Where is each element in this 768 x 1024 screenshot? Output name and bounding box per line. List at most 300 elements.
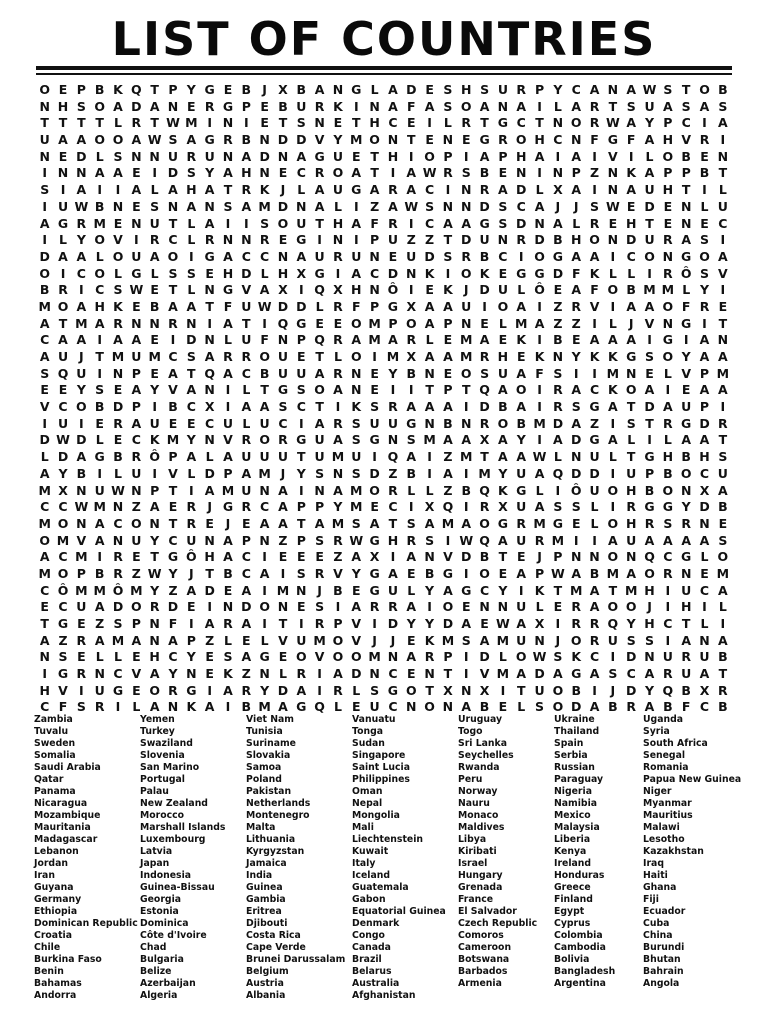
grid-letter: N [112, 532, 124, 548]
grid-letter: E [150, 282, 159, 298]
grid-letter: E [77, 649, 86, 665]
grid-letter: R [626, 699, 637, 715]
grid-letter: V [58, 682, 68, 698]
grid-letter: G [681, 415, 692, 431]
word-item: Botswana [458, 954, 510, 965]
grid-letter: N [76, 482, 87, 498]
grid-letter: B [259, 365, 270, 381]
grid-letter: T [681, 616, 691, 631]
word-item: Turkey [140, 726, 175, 737]
grid-letter: T [425, 382, 434, 398]
grid-letter: Y [425, 616, 435, 631]
grid-letter: I [42, 232, 48, 248]
grid-letter: A [204, 182, 215, 198]
grid-letter: B [406, 365, 417, 381]
grid-letter: E [242, 632, 251, 648]
grid-letter: O [644, 565, 655, 581]
grid-letter: E [187, 98, 196, 114]
grid-letter: N [167, 699, 179, 715]
grid-letter: L [95, 432, 104, 448]
word-item: Guatemala [352, 882, 409, 893]
grid-letter: E [223, 582, 233, 598]
word-column [643, 714, 753, 990]
grid-letter: O [277, 215, 289, 231]
grid-letter: A [131, 632, 142, 648]
grid-letter: A [461, 616, 472, 631]
grid-letter: C [718, 215, 728, 231]
grid-letter: B [424, 565, 435, 581]
grid-letter: L [608, 449, 617, 465]
grid-letter: Q [277, 315, 289, 331]
grid-letter: T [608, 582, 618, 598]
grid-letter: A [223, 365, 233, 381]
grid-row [36, 499, 732, 516]
grid-letter: A [314, 515, 325, 531]
word-item: Morocco [140, 810, 185, 821]
grid-letter: I [610, 415, 616, 431]
grid-letter: O [607, 482, 619, 498]
grid-letter: P [333, 616, 343, 631]
grid-letter: E [40, 599, 49, 615]
grid-letter: A [204, 699, 215, 715]
grid-letter: V [608, 148, 618, 164]
grid-letter: V [351, 632, 362, 648]
grid-letter: S [443, 82, 453, 97]
grid-letter: H [625, 515, 637, 531]
grid-letter: I [518, 582, 524, 598]
grid-letter: I [427, 449, 432, 465]
grid-letter: U [241, 449, 252, 465]
grid-letter: D [387, 616, 399, 631]
grid-letter: B [241, 699, 252, 715]
grid-letter: A [443, 349, 453, 364]
grid-letter: G [662, 332, 673, 348]
grid-letter: T [681, 182, 691, 198]
grid-letter: D [131, 98, 142, 114]
grid-letter: I [207, 599, 212, 615]
grid-letter: I [665, 382, 671, 398]
word-item: Honduras [554, 870, 605, 881]
grid-letter: P [296, 499, 306, 515]
grid-letter: G [277, 382, 289, 398]
grid-letter: U [332, 148, 344, 164]
grid-letter: D [241, 599, 252, 615]
grid-letter: R [718, 682, 728, 698]
grid-letter: O [259, 349, 270, 364]
grid-letter: A [278, 499, 288, 515]
grid-letter: C [424, 182, 435, 198]
grid-letter: M [331, 515, 345, 531]
grid-letter: A [223, 682, 233, 698]
word-item: Libya [458, 834, 487, 845]
grid-letter: R [333, 415, 343, 431]
grid-letter: Y [388, 365, 398, 381]
grid-letter: G [387, 682, 399, 698]
grid-letter: R [241, 499, 252, 515]
grid-letter: I [610, 649, 616, 665]
grid-letter: M [93, 215, 106, 231]
grid-letter: I [592, 315, 597, 331]
grid-letter: U [332, 182, 344, 198]
grid-letter: N [461, 198, 472, 214]
grid-letter: T [718, 165, 728, 181]
word-item: Senegal [643, 750, 686, 761]
grid-letter: Ô [387, 282, 399, 298]
grid-letter: E [498, 265, 508, 281]
grid-letter: N [680, 482, 692, 498]
grid-letter: A [644, 132, 655, 148]
grid-letter: A [626, 82, 637, 97]
grid-letter: A [388, 198, 398, 214]
grid-letter: X [479, 682, 490, 698]
grid-letter: I [280, 565, 286, 581]
grid-row [36, 182, 732, 199]
grid-letter: C [699, 465, 710, 481]
grid-letter: C [589, 382, 600, 398]
grid-letter: B [113, 449, 123, 465]
grid-letter: W [605, 198, 620, 214]
grid-letter: O [515, 132, 527, 148]
word-item: Guinea [246, 882, 283, 893]
word-item: Brunei Darussalam [246, 954, 346, 965]
grid-letter: S [663, 82, 673, 97]
grid-letter: R [223, 132, 233, 148]
grid-letter: A [223, 315, 233, 331]
grid-letter: E [242, 515, 251, 531]
grid-letter: D [424, 248, 435, 264]
grid-letter: D [699, 415, 710, 431]
word-item: Djibouti [246, 918, 288, 929]
grid-letter: X [406, 349, 417, 364]
grid-letter: N [644, 649, 655, 665]
grid-letter: P [534, 82, 545, 97]
grid-letter: R [571, 599, 582, 615]
grid-letter: I [683, 332, 689, 348]
grid-letter: T [608, 98, 618, 114]
grid-letter: N [369, 666, 380, 682]
grid-letter: Y [626, 616, 636, 631]
grid-letter: N [552, 165, 564, 181]
grid-letter: P [571, 165, 581, 181]
word-item: Suriname [246, 738, 296, 749]
grid-letter: N [461, 315, 472, 331]
grid-letter: I [353, 198, 359, 214]
grid-letter: A [571, 148, 582, 164]
word-list [34, 714, 744, 1014]
grid-letter: M [478, 465, 491, 481]
grid-letter: A [534, 499, 545, 515]
grid-letter: E [681, 382, 691, 398]
word-item: Guyana [34, 882, 74, 893]
grid-letter: C [516, 115, 526, 131]
grid-letter: G [461, 582, 472, 598]
grid-letter: E [406, 666, 416, 682]
grid-letter: R [443, 165, 453, 181]
grid-letter: Y [168, 565, 178, 581]
grid-letter: I [79, 282, 84, 298]
grid-letter: U [131, 349, 142, 364]
grid-letter: N [680, 215, 692, 231]
grid-letter: A [534, 465, 545, 481]
grid-letter: S [406, 432, 416, 448]
grid-letter: E [132, 549, 141, 565]
grid-letter: R [168, 315, 178, 331]
grid-letter: G [296, 315, 307, 331]
grid-letter: E [58, 382, 68, 398]
grid-letter: N [552, 349, 564, 364]
grid-letter: U [277, 449, 289, 465]
grid-letter: R [626, 499, 637, 515]
grid-letter: G [369, 565, 380, 581]
grid-letter: S [150, 198, 160, 214]
grid-letter: P [443, 382, 453, 398]
grid-letter: E [461, 132, 471, 148]
grid-letter: N [277, 599, 289, 615]
grid-letter: D [296, 132, 307, 148]
grid-letter: U [94, 482, 105, 498]
grid-letter: R [131, 115, 142, 131]
grid-letter: D [571, 699, 582, 715]
grid-letter: U [662, 649, 673, 665]
grid-letter: T [168, 215, 178, 231]
grid-letter: L [150, 265, 159, 281]
grid-letter: L [663, 432, 672, 448]
word-item: Sweden [34, 738, 76, 749]
grid-letter: A [351, 599, 362, 615]
grid-letter: D [39, 248, 50, 264]
word-item: Cambodia [554, 942, 606, 953]
grid-letter: S [315, 465, 325, 481]
grid-letter: N [424, 549, 435, 565]
grid-letter: X [553, 182, 563, 198]
grid-letter: U [699, 649, 710, 665]
grid-letter: T [150, 82, 159, 97]
word-item: Estonia [140, 906, 179, 917]
grid-letter: C [424, 215, 435, 231]
grid-letter: I [262, 549, 267, 565]
grid-letter: K [608, 382, 618, 398]
grid-letter: A [608, 432, 618, 448]
grid-letter: K [479, 265, 490, 281]
word-item: Georgia [140, 894, 182, 905]
grid-letter: A [589, 82, 600, 97]
grid-letter: E [113, 382, 123, 398]
grid-letter: O [39, 265, 51, 281]
grid-letter: P [76, 82, 86, 97]
grid-letter: U [131, 532, 142, 548]
grid-letter: A [644, 532, 655, 548]
grid-letter: A [186, 382, 197, 398]
grid-letter: L [700, 198, 709, 214]
grid-letter: G [204, 82, 215, 97]
grid-letter: A [717, 115, 728, 131]
grid-letter: D [39, 432, 50, 448]
grid-letter: W [147, 132, 162, 148]
grid-letter: I [537, 98, 542, 114]
grid-letter: O [589, 232, 600, 248]
grid-letter: A [406, 549, 417, 565]
grid-letter: O [552, 682, 564, 698]
grid-letter: U [277, 365, 289, 381]
grid-letter: R [259, 232, 270, 248]
grid-letter: P [370, 298, 380, 314]
word-item: Saint Lucia [352, 762, 410, 773]
grid-letter: T [297, 515, 306, 531]
grid-letter: J [207, 499, 212, 515]
grid-letter: Z [168, 582, 178, 598]
word-item: Paraguay [554, 774, 604, 785]
grid-letter: B [479, 165, 490, 181]
grid-letter: N [497, 599, 509, 615]
grid-letter: E [95, 415, 104, 431]
grid-letter: A [149, 248, 160, 264]
grid-letter: M [386, 349, 400, 364]
grid-letter: D [589, 465, 600, 481]
grid-letter: U [681, 399, 692, 415]
grid-letter: A [76, 449, 87, 465]
word-item: Guinea-Bissau [140, 882, 215, 893]
grid-row [36, 149, 732, 166]
grid-letter: N [442, 699, 454, 715]
grid-letter: U [497, 282, 508, 298]
grid-letter: S [113, 148, 123, 164]
grid-letter: H [204, 549, 215, 565]
grid-letter: U [149, 415, 160, 431]
grid-letter: A [241, 148, 252, 164]
grid-letter: N [461, 415, 472, 431]
grid-letter: V [131, 666, 142, 682]
grid-letter: A [626, 298, 637, 314]
grid-letter: E [461, 599, 471, 615]
grid-letter: A [223, 532, 233, 548]
grid-letter: I [537, 432, 542, 448]
grid-letter: A [498, 449, 508, 465]
grid-letter: O [94, 132, 105, 148]
grid-letter: D [277, 132, 289, 148]
grid-letter: I [610, 298, 616, 314]
grid-letter: M [368, 332, 381, 348]
grid-letter: J [555, 198, 561, 214]
word-item: Côte d'Ivoire [140, 930, 207, 941]
grid-letter: R [681, 649, 691, 665]
grid-letter: E [150, 365, 159, 381]
grid-letter: A [388, 98, 398, 114]
grid-letter: D [406, 82, 417, 97]
grid-letter: C [370, 265, 380, 281]
grid-letter: U [314, 449, 325, 465]
grid-letter: N [277, 332, 289, 348]
grid-letter: G [57, 616, 69, 631]
grid-letter: C [699, 582, 710, 598]
word-item: Lesotho [643, 834, 685, 845]
grid-letter: O [369, 132, 380, 148]
grid-letter: B [626, 282, 636, 298]
grid-letter: E [352, 582, 361, 598]
word-item: Cyprus [554, 918, 591, 929]
word-item: Oman [352, 786, 383, 797]
word-item: Swaziland [140, 738, 193, 749]
grid-letter: K [223, 666, 233, 682]
grid-letter: R [663, 232, 673, 248]
word-item: Cuba [643, 918, 670, 929]
word-item: Mauritania [34, 822, 91, 833]
grid-letter: R [131, 449, 142, 465]
grid-letter: F [681, 298, 691, 314]
grid-letter: G [516, 265, 527, 281]
grid-letter: Y [186, 649, 196, 665]
grid-letter: C [113, 666, 123, 682]
grid-letter: T [626, 399, 636, 415]
grid-letter: A [626, 332, 637, 348]
grid-letter: G [204, 132, 215, 148]
grid-row [36, 399, 732, 416]
grid-letter: G [204, 248, 215, 264]
grid-letter: Ô [680, 265, 692, 281]
grid-letter: U [241, 332, 252, 348]
grid-letter: O [424, 699, 435, 715]
grid-letter: E [370, 499, 379, 515]
grid-letter: B [663, 699, 673, 715]
grid-letter: Z [406, 232, 416, 248]
grid-letter: A [717, 582, 728, 598]
word-item: New Zealand [140, 798, 208, 809]
grid-letter: A [424, 349, 435, 364]
grid-letter: E [608, 215, 618, 231]
word-item: Austria [246, 978, 284, 989]
grid-letter: I [463, 565, 469, 581]
grid-letter: I [207, 115, 212, 131]
grid-letter: H [222, 265, 234, 281]
grid-letter: P [443, 148, 453, 164]
grid-letter: R [76, 215, 87, 231]
grid-letter: A [369, 182, 380, 198]
word-item: Slovakia [246, 750, 291, 761]
grid-letter: D [479, 282, 490, 298]
grid-letter: S [113, 616, 123, 631]
grid-letter: D [461, 232, 472, 248]
grid-letter: G [497, 515, 509, 531]
grid-letter: V [39, 399, 50, 415]
grid-letter: S [461, 165, 471, 181]
grid-letter: D [644, 198, 655, 214]
grid-letter: Y [425, 582, 435, 598]
grid-letter: N [351, 382, 362, 398]
grid-letter: R [333, 248, 343, 264]
grid-letter: Q [479, 382, 490, 398]
grid-row [36, 249, 732, 266]
grid-letter: T [205, 565, 214, 581]
grid-letter: S [626, 632, 636, 648]
grid-letter: L [260, 265, 269, 281]
grid-letter: R [388, 482, 398, 498]
grid-letter: C [681, 115, 691, 131]
grid-letter: O [497, 415, 509, 431]
grid-letter: B [406, 465, 417, 481]
grid-letter: U [626, 532, 637, 548]
grid-letter: M [38, 565, 51, 581]
grid-letter: D [626, 682, 637, 698]
grid-letter: R [241, 682, 252, 698]
grid-letter: T [168, 282, 178, 298]
grid-letter: C [95, 282, 105, 298]
grid-letter: C [479, 582, 490, 598]
grid-letter: B [443, 415, 453, 431]
grid-letter: G [314, 265, 325, 281]
grid-letter: L [407, 582, 416, 598]
grid-letter: V [443, 549, 453, 565]
grid-letter: E [388, 248, 398, 264]
word-item: Barbados [458, 966, 508, 977]
